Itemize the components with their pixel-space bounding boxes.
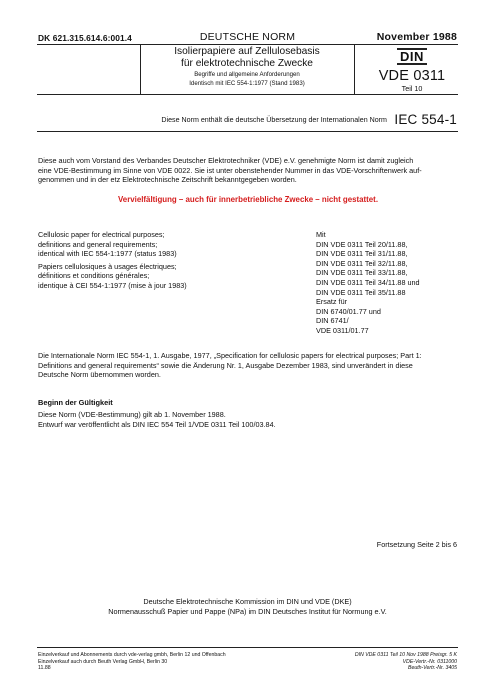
iec-adoption-paragraph <box>38 351 458 380</box>
din-logo: DIN <box>397 48 427 65</box>
text-line: Papiers cellulosiques à usages électriques; <box>38 261 177 271</box>
title-line-1: Isolierpapiere auf Zellulosebasis <box>174 46 320 57</box>
document-title <box>140 46 354 88</box>
issue-date: November 1988 <box>376 31 457 43</box>
title-line-3: Begriffe und allgemeine Anforderungen <box>194 71 300 78</box>
list-item: DIN VDE 0311 Teil 31/11.88, <box>316 249 408 259</box>
text-line: Einzelverkauf und Abonnements durch vde-verlag gmbh, Berlin 12 und Offenbach <box>38 652 226 658</box>
french-title <box>38 262 278 291</box>
foreign-titles <box>38 230 278 291</box>
text-line: identique à CEI 554-1:1977 (mise à jour 1983) <box>38 280 187 290</box>
translation-note <box>161 111 457 129</box>
issuing-committee <box>0 597 495 617</box>
list-item: DIN VDE 0311 Teil 32/11.88, <box>316 258 408 268</box>
title-divider-right <box>354 44 355 94</box>
text-line: Entwurf war veröffentlicht als DIN IEC 554 Teil 1/VDE 0311 Teil 100/03.84. <box>38 419 276 429</box>
footer-rule <box>37 647 458 648</box>
text-line: Deutsche Elektrotechnische Kommission im DIN und VDE (DKE) <box>143 597 352 606</box>
list-item: DIN 6741/ <box>316 316 349 326</box>
text-line: Normenausschuß Papier und Pappe (NPa) im DIN Deutsches Institut für Normung e.V. <box>108 607 387 616</box>
text-line: eine VDE-Bestimmung im Sinne von VDE 0022. Sie ist unter obenstehender Nummer in das VDE-Vorschriftenwerk auf- <box>38 165 422 175</box>
text-line: genommen und in der etz Elektrotechnische Zeitschrift bekanntgegeben worden. <box>38 175 297 185</box>
list-item: DIN VDE 0311 Teil 34/11.88 und <box>316 277 420 287</box>
text-line: Deutsche Norm übernommen worden. <box>38 370 161 380</box>
text-line: identical with IEC 554-1:1977 (status 1983) <box>38 249 177 259</box>
replacement-list <box>316 230 461 336</box>
translation-text: Diese Norm enthält die deutsche Übersetzung der Internationalen Norm <box>161 115 387 124</box>
list-item: Mit <box>316 230 326 239</box>
standard-type: DEUTSCHE NORM <box>199 31 296 43</box>
list-item: DIN VDE 0311 Teil 20/11.88, <box>316 239 408 249</box>
validity-heading: Beginn der Gültigkeit <box>38 398 113 407</box>
copy-warning: Vervielfältigung – auch für innerbetriebliche Zwecke – nicht gestattet. <box>117 195 379 204</box>
vde-number: VDE 0311 <box>378 68 446 84</box>
footer-publisher <box>38 652 226 672</box>
title-line-2: für elektrotechnische Zwecke <box>181 58 313 69</box>
iec-number: IEC 554-1 <box>394 112 457 128</box>
list-item: DIN 6740/01.77 und <box>316 306 381 316</box>
validity-paragraph <box>38 410 458 429</box>
din-designation <box>366 48 458 93</box>
list-item: DIN VDE 0311 Teil 35/11.88 <box>316 287 406 297</box>
teil-number: Teil 10 <box>401 84 423 93</box>
footer-order-info <box>355 652 457 672</box>
continuation-note: Fortsetzung Seite 2 bis 6 <box>376 540 457 549</box>
vde-approval-paragraph <box>38 156 458 185</box>
text-line: Diese Norm (VDE-Bestimmung) gilt ab 1. November 1988. <box>38 410 226 419</box>
dk-number: DK 621.315.614.6:001.4 <box>38 33 132 43</box>
text-line: Diese auch vom Vorstand des Verbandes Deutscher Elektrotechniker (VDE) e.V. genehmigte Norm ist damit zugleich <box>38 156 414 165</box>
text-line: Beuth-Vertr.-Nr. 3405 <box>407 665 457 672</box>
text-line: VDE-Vertr.-Nr. 0311000 <box>402 658 457 665</box>
text-line: 11.88 <box>38 665 51 672</box>
text-line: Definitions and general requirements“ sowie die Änderung Nr. 1, Ausgabe Dezember 1983, sind unverändert in diese <box>38 360 413 370</box>
section-rule <box>37 131 458 132</box>
title-rule-bottom <box>37 94 458 95</box>
text-line: Die Internationale Norm IEC 554-1, 1. Ausgabe, 1977, „Specification for cellulosic papers for electrical purposes; Part 1: <box>38 351 422 360</box>
text-line: DIN VDE 0311 Teil 10 Nov 1988 Preisgr. 5 K <box>354 652 457 658</box>
header-rule <box>37 44 458 45</box>
list-item: Ersatz für <box>316 297 348 307</box>
text-line: définitions et conditions générales; <box>38 271 150 281</box>
english-title <box>38 230 278 259</box>
text-line: Einzelverkauf auch durch Beuth Verlag GmbH, Berlin 30 <box>38 658 168 665</box>
text-line: definitions and general requirements; <box>38 239 158 249</box>
list-item: VDE 0311/01.77 <box>316 325 369 335</box>
list-item: DIN VDE 0311 Teil 33/11.88, <box>316 268 408 278</box>
text-line: Cellulosic paper for electrical purposes; <box>38 230 165 239</box>
title-line-4: Identisch mit IEC 554-1:1977 (Stand 1983) <box>189 80 305 87</box>
